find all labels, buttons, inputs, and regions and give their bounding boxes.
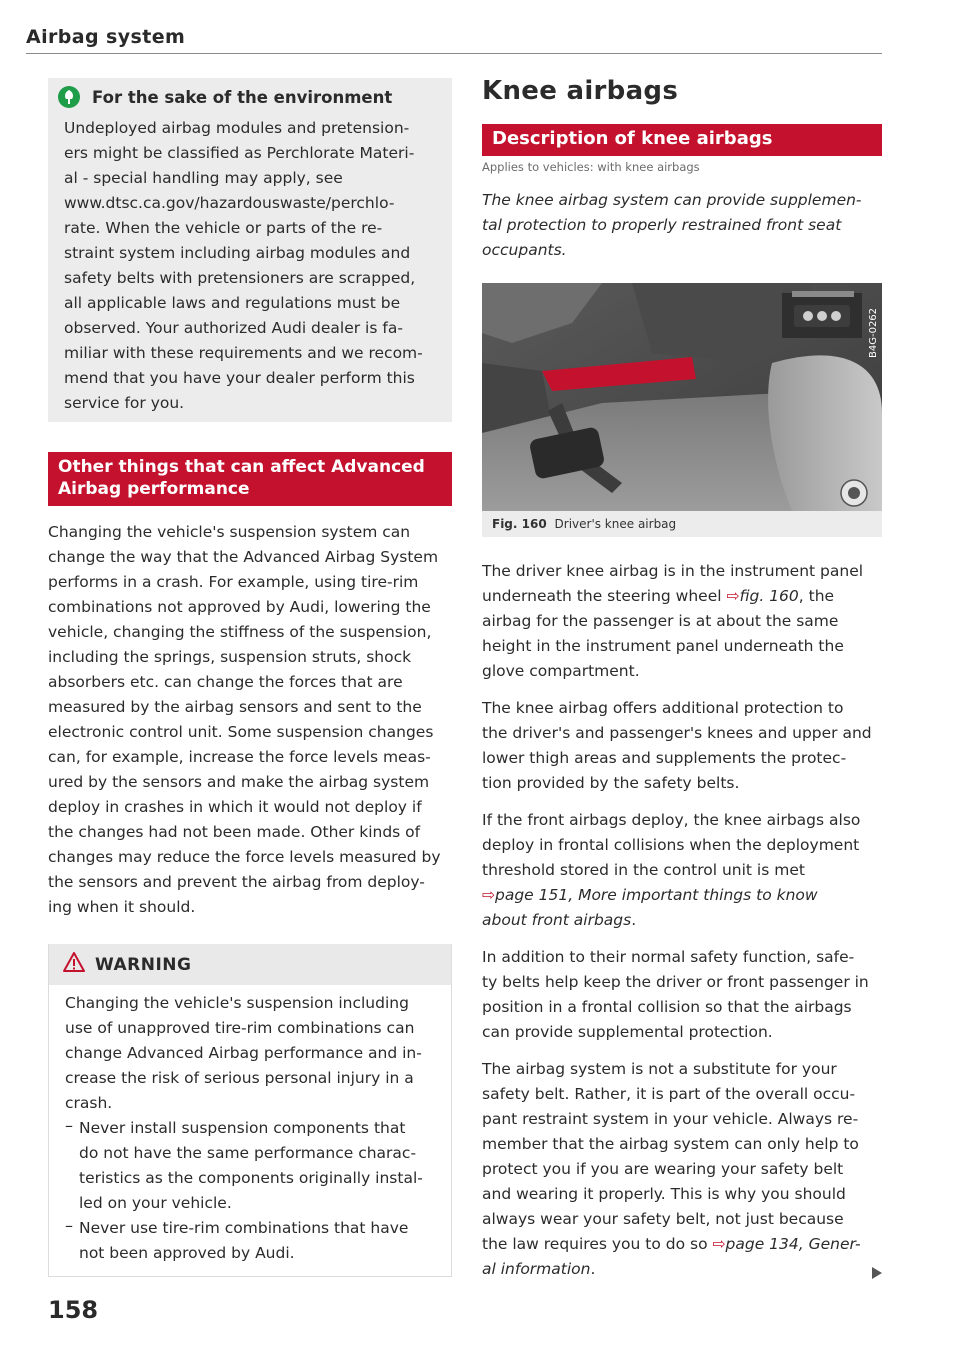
figure-reference-link[interactable]: fig. 160 <box>739 587 799 605</box>
environment-text-line: www.dtsc.ca.gov/hazardouswaste/perchlo- <box>64 194 395 212</box>
figure-label: Fig. 160 <box>492 517 547 531</box>
intro-text-line: The knee airbag system can provide supplemen- <box>482 191 862 209</box>
continued-arrow-icon <box>872 1267 882 1279</box>
body-text-line: deploy in frontal collisions when the deployment <box>482 836 860 854</box>
body-text-line: In addition to their normal safety function, safe- <box>482 948 855 966</box>
warning-header <box>49 944 451 985</box>
warning-triangle-icon <box>63 952 85 977</box>
safety-belt-function-paragraph <box>482 945 882 1045</box>
environment-text-line: ers might be classified as Perchlorate Materi- <box>64 144 415 162</box>
section-heading-knee-airbags: Description of knee airbags <box>482 124 882 156</box>
environment-icon <box>58 86 80 108</box>
warning-text-line: use of unapproved tire-rim combinations can <box>65 1019 415 1037</box>
intro-text-line: tal protection to properly restrained front seat <box>482 216 842 234</box>
section-heading-line: Airbag performance <box>58 479 250 499</box>
environment-text-line: safety belts with pretensioners are scrapped, <box>64 269 416 287</box>
warning-body <box>49 985 451 1276</box>
body-text-line: safety belt. Rather, it is part of the overall occu- <box>482 1085 856 1103</box>
knee-airbag-location-paragraph <box>482 559 882 684</box>
page-reference-link-continued[interactable]: about front airbags <box>482 911 632 929</box>
figure-code: B4G-0262 <box>868 307 879 358</box>
intro-text-line: occupants. <box>482 241 567 259</box>
right-column <box>482 76 882 1282</box>
warning-text-line: Changing the vehicle's suspension including <box>65 994 409 1012</box>
bullet-text-line: Never install suspension components that <box>79 1119 406 1137</box>
environment-text-line: al - special handling may apply, see <box>64 169 343 187</box>
warning-text-line: change Advanced Airbag performance and in- <box>65 1044 422 1062</box>
environment-text-line: Undeployed airbag modules and pretension- <box>64 119 410 137</box>
knee-airbag-illustration <box>482 283 882 511</box>
body-text-line <box>482 1257 882 1282</box>
bullet-text-line: do not have the same performance charac- <box>79 1144 417 1162</box>
deployment-paragraph <box>482 808 882 933</box>
page-number: 158 <box>48 1296 99 1324</box>
body-text-line: ured by the sensors and make the airbag system <box>48 773 430 791</box>
body-text-line: airbag for the passenger is at about the same <box>482 612 839 630</box>
body-text-line: can provide supplemental protection. <box>482 1023 773 1041</box>
environment-text-line: service for you. <box>64 394 185 412</box>
section-heading-line: Other things that can affect Advanced <box>58 457 425 477</box>
page-reference-link[interactable]: page 134, Gener- <box>725 1235 861 1253</box>
figure-160 <box>482 283 882 537</box>
environment-text-line: miliar with these requirements and we recom- <box>64 344 423 362</box>
body-text-fragment: . <box>590 1260 596 1278</box>
cross-reference-arrow-icon: ⇨ <box>712 1235 726 1253</box>
suspension-paragraph <box>48 520 452 920</box>
body-text-line: protect you if you are wearing your safety belt <box>482 1160 844 1178</box>
body-text-line: lower thigh areas and supplements the protec- <box>482 749 847 767</box>
body-text-line: The airbag system is not a substitute for your <box>482 1060 837 1078</box>
applies-to-note: Applies to vehicles: with knee airbags <box>482 160 700 174</box>
section-heading-advanced-airbag <box>48 452 452 506</box>
body-text-line: electronic control unit. Some suspension changes <box>48 723 434 741</box>
warning-label: WARNING <box>95 954 192 975</box>
body-text-line: absorbers etc. can change the forces that are <box>48 673 403 691</box>
body-text-fragment: , the <box>798 587 835 605</box>
body-text-line: deploy in crashes in which it would not deploy if <box>48 798 422 816</box>
body-text-line: including the springs, suspension struts, shock <box>48 648 412 666</box>
body-text-line: the driver's and passenger's knees and upper and <box>482 724 872 742</box>
page-reference-link[interactable]: page 151, More important things to know <box>495 886 818 904</box>
body-text-line: Changing the vehicle's suspension system can <box>48 523 411 541</box>
bullet-text-line: led on your vehicle. <box>79 1194 232 1212</box>
environment-text-line: observed. Your authorized Audi dealer is fa- <box>64 319 403 337</box>
body-text-line: always wear your safety belt, not just because <box>482 1210 844 1228</box>
warning-text-line: crease the risk of serious personal injury in a <box>65 1069 414 1087</box>
body-text-line: threshold stored in the control unit is met <box>482 861 805 879</box>
body-text-line <box>482 908 882 933</box>
environment-text-line: all applicable laws and regulations must be <box>64 294 401 312</box>
chapter-heading: Knee airbags <box>482 76 679 106</box>
body-text-line: combinations not approved by Audi, lowering the <box>48 598 431 616</box>
knee-airbag-protection-paragraph <box>482 696 882 796</box>
body-text-line: pant restraint system in your vehicle. Always re- <box>482 1110 859 1128</box>
bullet-text-line: Never use tire-rim combinations that have <box>79 1219 409 1237</box>
figure-caption <box>482 511 882 537</box>
bullet-dash: – <box>65 1116 73 1135</box>
body-text-line: ing when it should. <box>48 898 196 916</box>
page-reference-link-continued[interactable]: al information <box>482 1260 591 1278</box>
body-text-fragment: underneath the steering wheel <box>482 587 727 605</box>
cross-reference-arrow-icon: ⇨ <box>726 587 740 605</box>
body-text-line: The knee airbag offers additional protection to <box>482 699 844 717</box>
environment-note-body <box>48 114 452 422</box>
body-text-line: height in the instrument panel underneath the <box>482 637 844 655</box>
body-text-line: the changes had not been made. Other kinds of <box>48 823 421 841</box>
bullet-dash: – <box>65 1216 73 1235</box>
body-text-line: measured by the airbag sensors and sent to the <box>48 698 422 716</box>
bullet-text-line: not been approved by Audi. <box>79 1244 295 1262</box>
environment-text-line: mend that you have your dealer perform this <box>64 369 415 387</box>
body-text-fragment: . <box>631 911 637 929</box>
body-text-line: position in a frontal collision so that the airbags <box>482 998 852 1016</box>
body-text-line: glove compartment. <box>482 662 640 680</box>
body-text-line: ty belts help keep the driver or front passenger in <box>482 973 869 991</box>
body-text-line: performs in a crash. For example, using tire-rim <box>48 573 419 591</box>
warning-box <box>48 944 452 1277</box>
intro-text <box>482 188 882 263</box>
left-column <box>48 76 452 1277</box>
warning-bullet <box>65 1216 439 1266</box>
cross-reference-arrow-icon: ⇨ <box>482 886 495 904</box>
warning-text-line: crash. <box>65 1094 113 1112</box>
body-text-line: vehicle, changing the stiffness of the suspension, <box>48 623 432 641</box>
body-text-line <box>482 883 882 908</box>
body-text-line: the sensors and prevent the airbag from deploy- <box>48 873 425 891</box>
header-divider <box>26 53 882 54</box>
environment-text-line: straint system including airbag modules and <box>64 244 411 262</box>
body-text-line: changes may reduce the force levels measured by <box>48 848 441 866</box>
body-text-line: can, for example, increase the force levels meas- <box>48 748 431 766</box>
body-text-line <box>482 1232 882 1257</box>
environment-note-box <box>48 78 452 422</box>
bullet-text-line: teristics as the components originally instal- <box>79 1169 423 1187</box>
running-header: Airbag system <box>26 26 186 48</box>
body-text-line: If the front airbags deploy, the knee airbags also <box>482 811 861 829</box>
environment-note-title: For the sake of the environment <box>92 87 393 107</box>
warning-bullet <box>65 1116 439 1216</box>
body-text-line: member that the airbag system can only help to <box>482 1135 859 1153</box>
body-text-line <box>482 584 882 609</box>
body-text-line: and wearing it properly. This is why you should <box>482 1185 846 1203</box>
body-text-fragment: the law requires you to do so <box>482 1235 713 1253</box>
figure-caption-text: Driver's knee airbag <box>554 517 677 531</box>
environment-text-line: rate. When the vehicle or parts of the re- <box>64 219 383 237</box>
body-text-line: tion provided by the safety belts. <box>482 774 740 792</box>
environment-note-header <box>48 78 452 114</box>
body-text-line: change the way that the Advanced Airbag System <box>48 548 439 566</box>
not-a-substitute-paragraph <box>482 1057 882 1282</box>
body-text-line: The driver knee airbag is in the instrument panel <box>482 562 864 580</box>
